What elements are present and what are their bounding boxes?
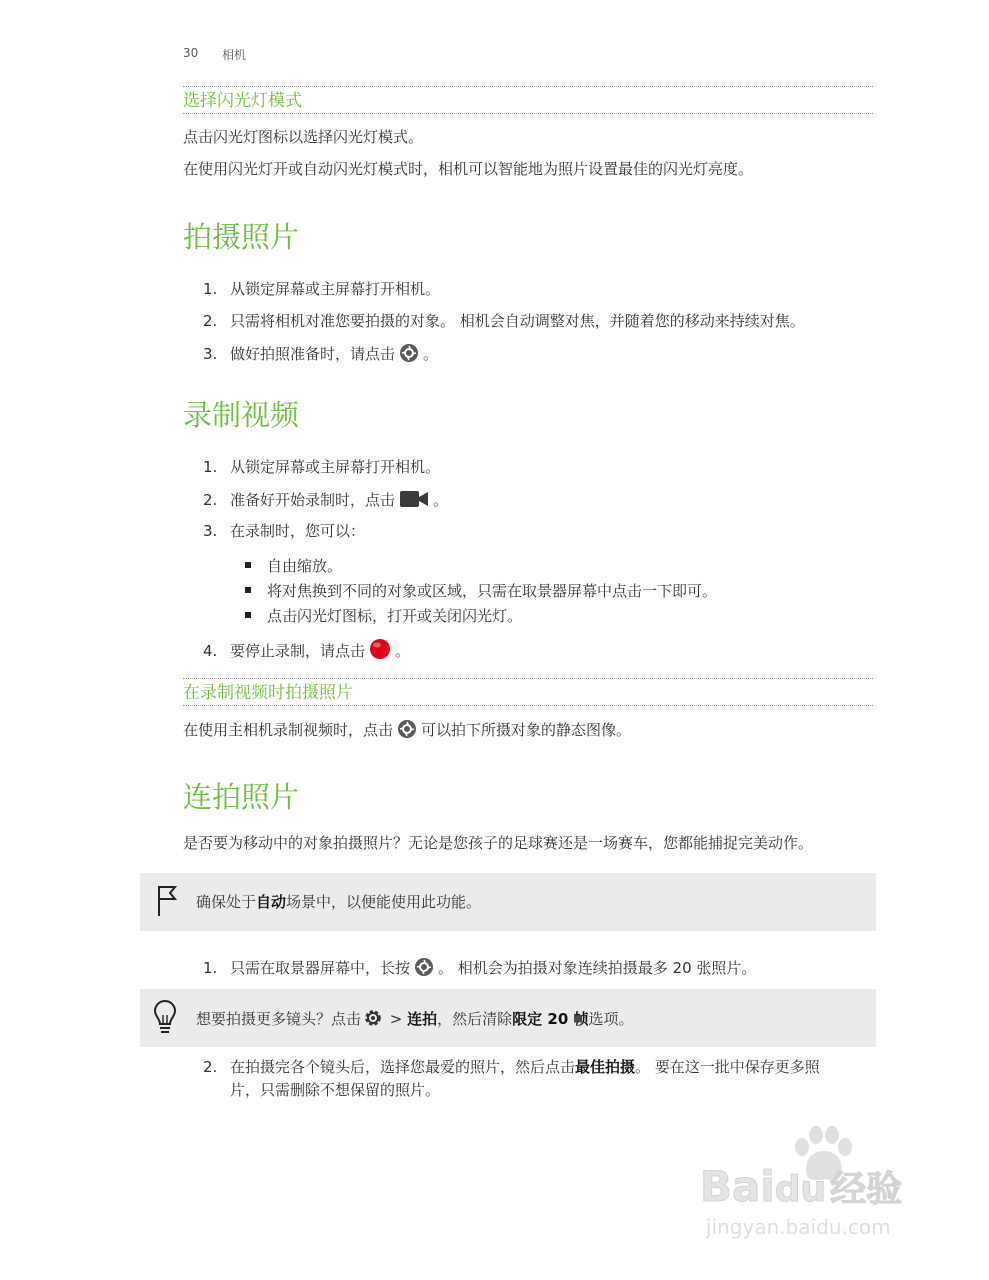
step-text: 。 要在这一批中保存更多照	[635, 1058, 820, 1076]
tip-text-part: 选项。	[588, 1010, 634, 1028]
flash-mode-paragraph-1: 点击闪光灯图标以选择闪光灯模式。	[183, 128, 424, 146]
bullet-item	[245, 606, 522, 626]
record-video-step-3	[203, 521, 365, 541]
capture-while-recording-heading: 在录制视频时拍摄照片	[183, 678, 873, 706]
step-text-end: 。	[433, 491, 449, 509]
record-video-step-1	[203, 457, 440, 477]
watermark-brand-a: Bai	[700, 1162, 775, 1211]
step-number: 2.	[203, 312, 218, 330]
note-text-part: 场景中，以便能使用此功能。	[286, 893, 482, 911]
take-photo-step-1	[203, 279, 440, 299]
take-photo-step-2	[203, 311, 805, 331]
bullet-item	[245, 556, 342, 576]
step-text: 从锁定屏幕或主屏幕打开相机。	[230, 280, 441, 298]
shutter-icon	[397, 719, 417, 744]
note-text-part: 确保处于	[196, 893, 257, 911]
take-photo-step-3	[203, 343, 438, 368]
step-text-end: 。	[395, 642, 411, 660]
tip-text-part: 想要拍摄更多镜头？点击	[196, 1010, 362, 1028]
step-number: 4.	[203, 642, 218, 660]
record-stop-icon	[369, 638, 391, 665]
step-text: 只需将相机对准您要拍摄的对象。 相机会自动调整对焦，并随着您的移动来持续对焦。	[230, 312, 805, 330]
running-header-section: 相机	[222, 48, 247, 62]
record-video-heading: 录制视频	[183, 398, 300, 432]
step-bold: 最佳拍摄	[575, 1058, 636, 1076]
step-text: 在拍摄完各个镜头后，选择您最爱的照片，然后点击	[230, 1058, 576, 1076]
step-number: 1.	[203, 280, 218, 298]
flash-mode-heading: 选择闪光灯模式	[183, 86, 873, 114]
tip-box	[140, 989, 876, 1047]
tip-text-part: ，然后清除	[437, 1010, 513, 1028]
burst-step-2-continued: 片，只需删除不想保留的照片。	[230, 1081, 441, 1099]
bullet-item	[245, 581, 717, 601]
watermark	[700, 1125, 940, 1265]
note-text	[196, 892, 481, 912]
watermark-brand-b: du	[774, 1169, 827, 1210]
capture-text-start: 在使用主相机录制视频时，点击	[183, 721, 394, 739]
step-text: 准备好开始录制时，点击	[230, 491, 396, 509]
record-video-step-4	[203, 638, 410, 665]
take-photo-heading: 拍摄照片	[183, 220, 300, 254]
bullet-text: 点击闪光灯图标，打开或关闭闪光灯。	[267, 607, 523, 625]
step-number: 2.	[203, 491, 218, 509]
capture-text-end: 可以拍下所摄对象的静态图像。	[421, 721, 632, 739]
tip-text	[196, 1008, 634, 1033]
bullet-icon	[245, 562, 251, 568]
burst-step-1	[203, 957, 756, 982]
step-number: 3.	[203, 345, 218, 363]
watermark-logo	[700, 1161, 902, 1212]
record-video-step-2	[203, 489, 448, 514]
burst-heading: 连拍照片	[183, 780, 300, 814]
bullet-icon	[245, 587, 251, 593]
bullet-icon	[245, 612, 251, 618]
burst-intro: 是否要为移动中的对象拍摄照片？无论是您孩子的足球赛还是一场赛车，您都能捕捉完美动作。	[183, 834, 814, 852]
note-bold: 自动	[256, 893, 287, 911]
step-text: 要停止录制，请点击	[230, 642, 366, 660]
burst-step-2	[203, 1057, 820, 1077]
capture-while-recording-text	[183, 719, 631, 744]
step-text-end: 。	[423, 345, 439, 363]
tip-bold: 连拍	[407, 1010, 438, 1028]
video-camera-icon	[399, 489, 429, 514]
step-number: 1.	[203, 959, 218, 977]
bullet-text: 自由缩放。	[267, 557, 343, 575]
step-number: 1.	[203, 458, 218, 476]
watermark-cn: 经验	[830, 1169, 903, 1210]
step-number: 2.	[203, 1058, 218, 1076]
lightbulb-icon	[152, 999, 178, 1039]
step-text: 做好拍照准备时，请点击	[230, 345, 396, 363]
step-number: 3.	[203, 522, 218, 540]
note-box	[140, 873, 876, 931]
step-text: 只需在取景器屏幕中，长按	[230, 959, 411, 977]
gear-icon	[363, 1008, 383, 1033]
step-text: 从锁定屏幕或主屏幕打开相机。	[230, 458, 441, 476]
bullet-text: 将对焦换到不同的对象或区域，只需在取景器屏幕中点击一下即可。	[267, 582, 718, 600]
step-text: 在录制时，您可以：	[230, 522, 366, 540]
flash-mode-paragraph-2: 在使用闪光灯开或自动闪光灯模式时，相机可以智能地为照片设置最佳的闪光灯亮度。	[183, 160, 754, 178]
watermark-url: jingyan.baidu.com	[706, 1215, 891, 1239]
shutter-icon	[414, 957, 434, 982]
tip-bold: 限定 20 帧	[512, 1010, 589, 1028]
tip-text-part: >	[385, 1010, 408, 1028]
step-text-end: 。 相机会为拍摄对象连续拍摄最多 20 张照片。	[438, 959, 757, 977]
shutter-icon	[399, 343, 419, 368]
flag-icon	[154, 884, 178, 922]
page-number: 30	[183, 46, 199, 60]
